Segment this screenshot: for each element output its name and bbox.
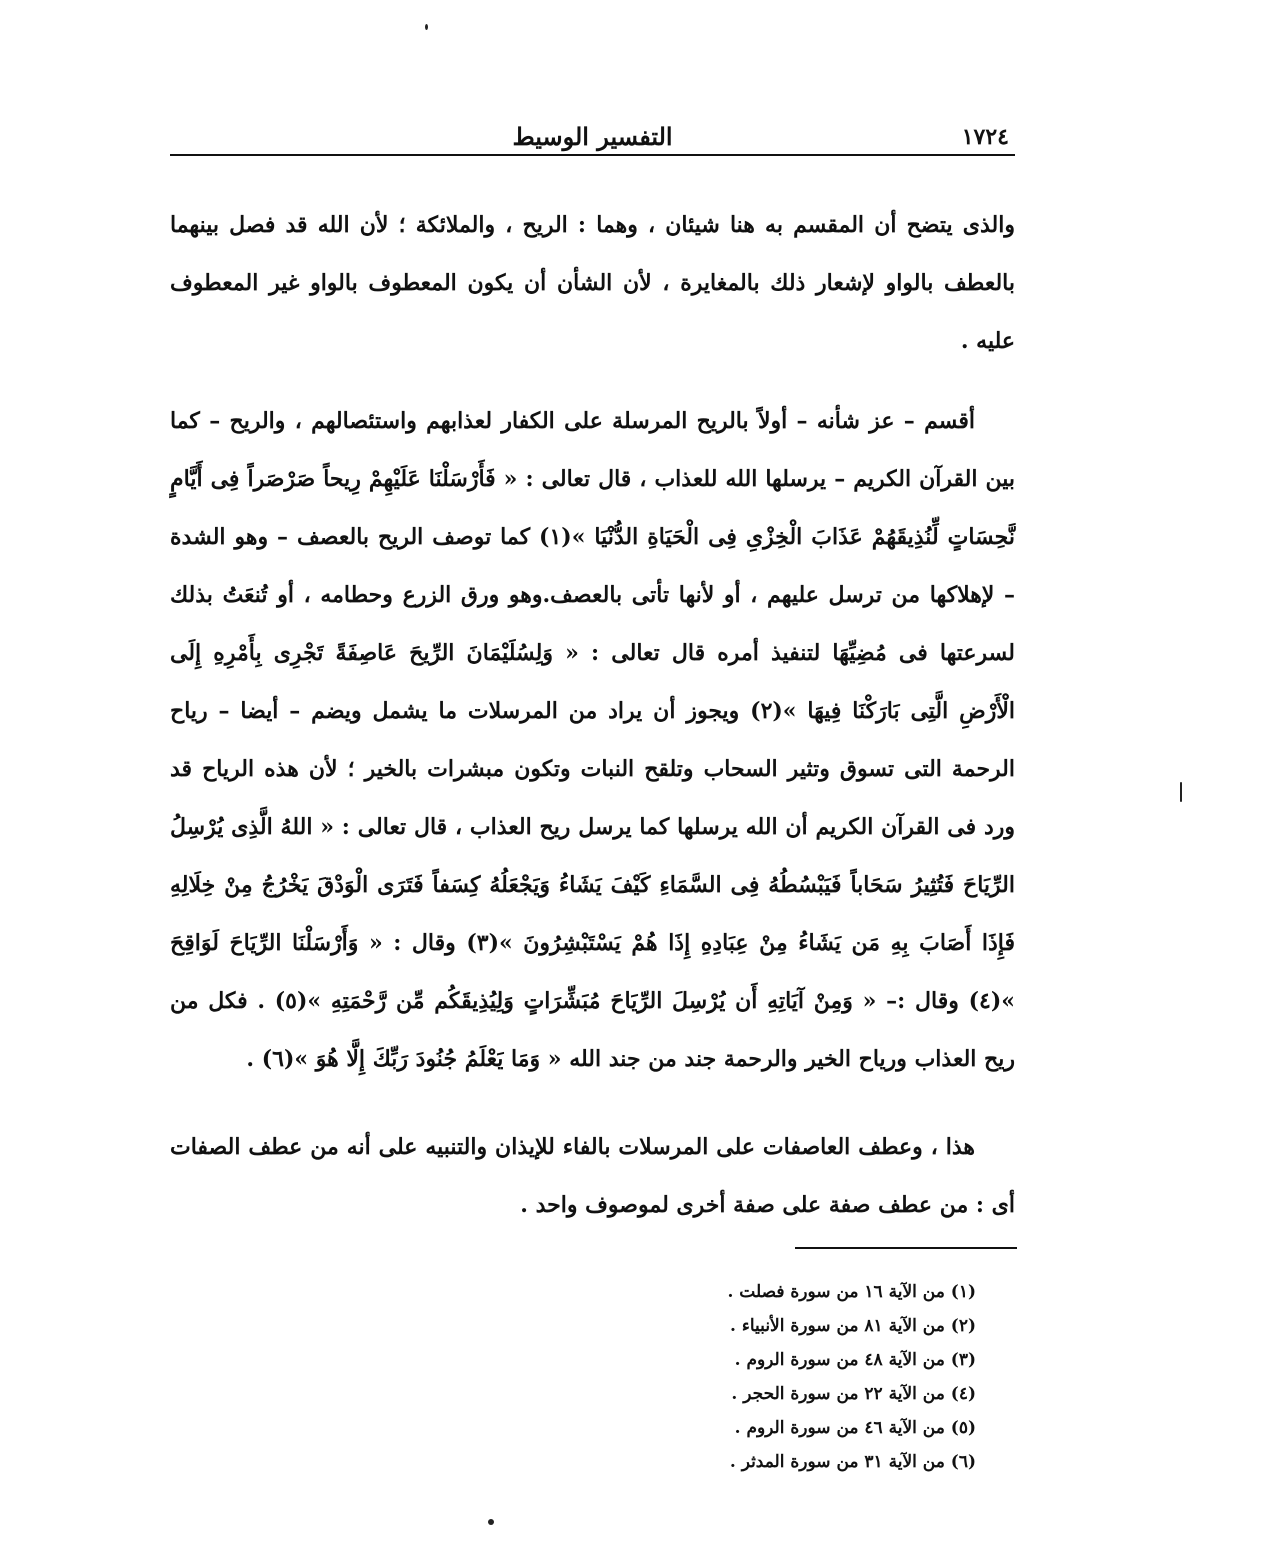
footnote-5: (٥) من الآية ٤٦ من سورة الروم . [734, 1418, 976, 1438]
page-number: ١٧٢٤ [961, 124, 1009, 150]
paragraph-gap [170, 370, 1015, 392]
scan-speck-bottom [488, 1519, 494, 1525]
footnotes [620, 1275, 976, 1479]
running-title: التفسير الوسيط [512, 122, 673, 151]
scan-speck-right [1180, 782, 1182, 802]
footnote-4: (٤) من الآية ٢٢ من سورة الحجر . [731, 1384, 976, 1404]
scan-speck-top [425, 24, 428, 30]
paragraph-conclusion: هذا ، وعطف العاصفات على المرسلات بالفاء للإيذان والتنبيه على أنه من عطف الصفات أى : من عطف صفة على صفة أخرى لموصوف واحد . [170, 1134, 1015, 1218]
paragraph-intro: والذى يتضح أن المقسم به هنا شيئان ، وهما : الريح ، والملائكة ؛ لأن الله قد فصل بينهما بالعطف بالواو لإشعار ذلك بالمغايرة ، لأن الشأن أن يكون المعطوف بالواو غير المعطوف عليه . [170, 212, 1015, 354]
footnote-1: (١) من الآية ١٦ من سورة فصلت . [727, 1282, 976, 1302]
footnote-2: (٢) من الآية ٨١ من سورة الأنبياء . [730, 1316, 976, 1336]
main-text [170, 196, 1015, 1234]
page-header [170, 118, 1015, 156]
footnote-3: (٣) من الآية ٤٨ من سورة الروم . [734, 1350, 976, 1370]
paragraph-gap [170, 1088, 1015, 1118]
footnote-separator [795, 1247, 1017, 1249]
paragraph-winds: أقسم – عز شأنه – أولاً بالريح المرسلة على الكفار لعذابهم واستئصالهم ، والريح – كما بين القرآن الكريم – يرسلها الله للعذاب ، قال تعالى : « فَأَرْسَلْنَا عَلَيْهِمْ رِيحاً صَرْصَراً فِى أَيَّامٍ نَّحِسَاتٍ لِّنُذِيقَهُمْ عَذَابَ الْخِزْىِ فِى الْحَيَاةِ الدُّنْيَا »(١) كما توصف الريح بالعصف – وهو الشدة – لإهلاكها من ترسل عليهم ، أو لأنها تأتى بالعصف.وهو ورق الزرع وحطامه ، أو تُنعَتُ بذلك لسرعتها فى مُضِيِّهَا لتنفيذ أمره قال تعالى : « وَلِسُلَيْمَانَ الرِّيحَ عَاصِفَةً تَجْرِى بِأَمْرِهِ إِلَى الْأَرْضِ الَّتِى بَارَكْنَا فِيهَا »(٢) ويجوز أن يراد من المرسلات ما يشمل ويضم – أيضا – رياح الرحمة التى تسوق وتثير السحاب وتلقح النبات وتكون مبشرات بالخير ؛ لأن هذه الرياح قد ورد فى القرآن الكريم أن الله يرسلها كما يرسل ريح العذاب ، قال تعالى : « اللهُ الَّذِى يُرْسِلُ الرِّيَاحَ فَتُثِيرُ سَحَاباً فَيَبْسُطُهُ فِى السَّمَاءِ كَيْفَ يَشَاءُ وَيَجْعَلُهُ كِسَفاً فَتَرَى الْوَدْقَ يَخْرُجُ مِنْ خِلَالِهِ فَإِذَا أَصَابَ بِهِ مَن يَشَاءُ مِنْ عِبَادِهِ إِذَا هُمْ يَسْتَبْشِرُونَ »(٣) وقال : « وَأَرْسَلْنَا الرِّيَاحَ لَوَاقِحَ »(٤) وقال :– « وَمِنْ آيَاتِهِ أَن يُرْسِلَ الرِّيَاحَ مُبَشِّرَاتٍ وَلِيُذِيقَكُم مِّن رَّحْمَتِهِ »(٥) . فكل من ريح العذاب ورياح الخير والرحمة جند من جند الله « وَمَا يَعْلَمُ جُنُودَ رَبِّكَ إِلَّا هُوَ »(٦) . [170, 408, 1015, 1072]
footnote-6: (٦) من الآية ٣١ من سورة المدثر . [729, 1452, 976, 1472]
